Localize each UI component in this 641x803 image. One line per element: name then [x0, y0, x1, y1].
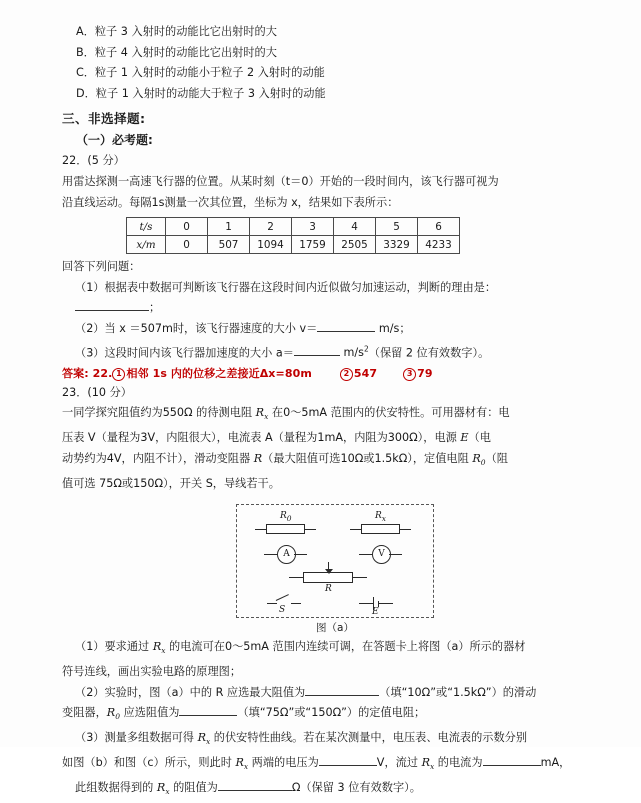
table-cell-x2: 1094 [250, 236, 292, 254]
question-23-part-3-cont [62, 753, 574, 778]
answer-blank[interactable] [317, 320, 375, 332]
choice-option-b: B．粒子 4 入射时的动能比它出射时的大 [76, 45, 277, 59]
table-row [127, 218, 460, 236]
resistor-r0-label [280, 511, 292, 523]
variable-rx-subscript: x [430, 762, 435, 772]
question-22-prompt: 回答下列问题： [62, 260, 141, 274]
question-23-stem-line-1 [62, 403, 574, 428]
table-cell-x4: 2505 [334, 236, 376, 254]
part-text: 此组数据得到的 [75, 780, 157, 794]
choice-option-a: A．粒子 3 入射时的动能比它出射时的大 [76, 25, 277, 38]
answer-line-22 [62, 364, 574, 383]
question-22-part-1-text: （1）根据表中数据可判断该飞行器在这段时间内近似做匀加速运动，判断的理由是： [75, 280, 497, 294]
question-22-part-3 [62, 340, 574, 364]
part-text: （2）实验时，图（a）中的 R 应选最大阻值为 [75, 685, 306, 699]
question-23-part-4 [62, 778, 574, 803]
part-text: 的电流为 [434, 755, 483, 769]
voltmeter-lead-left [359, 554, 372, 555]
stem-text: （电 [468, 431, 491, 445]
question-22-part-1-blank-line [62, 298, 574, 319]
switch-blade [276, 594, 289, 601]
question-22-part-2 [62, 319, 574, 340]
answer-blank[interactable] [294, 344, 340, 356]
variable-r0: R [106, 706, 116, 720]
answer-blank[interactable] [75, 299, 149, 311]
resistor-r0-body [266, 524, 305, 534]
variable-rx: R [156, 780, 166, 794]
variable-rx-subscript: x [243, 762, 249, 772]
variable-r0-subscript: 0 [480, 458, 486, 468]
table-row [127, 236, 460, 254]
question-23-part-2-cont [62, 703, 574, 728]
part-text: 的电流可在0～5mA 范围内连续可调，在答题卡上将图（a）所示的器材 [165, 640, 526, 654]
stem-text: （最大阻值可选10Ω或1.5kΩ），定值电阻 [262, 451, 473, 465]
part-text: mA， [540, 755, 571, 769]
question-23-part-3 [62, 728, 574, 753]
switch-lead-left [267, 603, 277, 604]
answer-blank[interactable] [218, 779, 292, 791]
answer-blank[interactable] [319, 754, 377, 766]
question-22-part-3-unit [343, 346, 368, 359]
question-23-stem-line-4: 值可选 75Ω或150Ω），开关 S，导线若干。 [62, 476, 280, 490]
variable-rx-subscript: x [165, 787, 170, 797]
table-cell-x5: 3329 [376, 236, 418, 254]
question-23-part-1-cont: 符号连线，画出实验电路的原理图； [62, 665, 242, 679]
question-22-stem-line-2: 沿直线运动。每隔1s测量一次其位置，坐标为 x，结果如下表所示： [62, 195, 399, 209]
variable-rx: R [421, 755, 431, 769]
part-text: （填“75Ω”或“150Ω”）的定值电阻； [237, 706, 426, 720]
circuit-components-box [236, 504, 434, 618]
stem-text: （阻 [485, 451, 508, 465]
question-22-part-2-text: （2）当 x ＝507m时，该飞行器速度的大小 v＝ [75, 321, 318, 335]
table-cell-t3: 3 [292, 218, 334, 236]
rheostat-lead-right [353, 577, 367, 578]
figure-a-caption: 图（a） [316, 622, 354, 635]
label-text: R [280, 511, 287, 522]
question-23-part-2 [62, 683, 574, 704]
part-text: 的伏安特性曲线。若在某次测量中，电压表、电流表的示数分别 [210, 731, 528, 745]
table-cell-t2: 2 [250, 218, 292, 236]
question-22-part-1 [62, 278, 574, 299]
table-header-time: t/s [127, 218, 166, 236]
question-22-part-3-text: （3）这段时间内该飞行器加速度的大小 a＝ [75, 346, 294, 360]
part-text: V，流过 [376, 755, 422, 769]
variable-r0-subscript: 0 [115, 712, 120, 722]
answer-text-2: 547 [353, 366, 378, 380]
answer-question-number: 22. [92, 366, 113, 380]
question-23-stem-line-2 [62, 428, 574, 449]
section-heading: 三、非选择题: [62, 111, 146, 127]
rheostat-lead-left [289, 577, 303, 578]
label-subscript: 0 [286, 514, 292, 524]
variable-rx-subscript: x [206, 737, 211, 747]
choice-option-d: D．粒子 1 入射时的动能大于粒子 3 入射时的动能 [76, 86, 326, 100]
resistor-rx-label [375, 511, 386, 523]
part-text: 应选阻值为 [119, 706, 180, 720]
answer-blank[interactable] [483, 754, 541, 766]
table-cell-t1: 1 [208, 218, 250, 236]
variable-r: R [253, 451, 263, 465]
part-text: （1）要求通过 [75, 640, 153, 654]
unit-exponent: 2 [363, 344, 369, 354]
part-text: Ω（保留 3 位有效数字）。 [291, 780, 421, 794]
radar-data-table [126, 217, 460, 254]
resistor-r0-lead-right [305, 529, 316, 530]
battery-label [372, 607, 379, 617]
figure-a-block [62, 504, 574, 635]
ammeter-lead-left [264, 554, 277, 555]
resistor-rx-body [361, 524, 400, 534]
table-cell-t0: 0 [166, 218, 208, 236]
question-22-number: 22．(5 分） [62, 154, 125, 168]
ammeter-lead-right [294, 554, 307, 555]
variable-e: E [460, 431, 469, 445]
resistor-r0-lead-left [255, 529, 266, 530]
part-text: （填“10Ω”或“1.5kΩ”）的滑动 [379, 685, 537, 699]
circled-number-1: 1 [112, 368, 125, 381]
unit-base: m/s [343, 346, 364, 360]
battery-lead-left [359, 603, 373, 604]
rheostat-label [325, 584, 332, 594]
question-23-stem-line-3 [62, 449, 574, 474]
rheostat-wiper-arrow [325, 569, 333, 574]
label-text: R [325, 584, 332, 595]
answer-text-1: 相邻 1s 内的位移之差接近Δx=80m [126, 366, 312, 380]
label-subscript: x [381, 514, 387, 524]
table-cell-x3: 1759 [292, 236, 334, 254]
part-text: 变阻器， [62, 706, 107, 720]
circled-number-3: 3 [403, 368, 416, 381]
variable-rx: R [235, 755, 244, 769]
label-text: R [375, 511, 382, 522]
table-header-position: x/m [127, 236, 166, 254]
circled-number-2: 2 [340, 368, 353, 381]
radar-data-table-wrapper [62, 217, 574, 254]
answer-text-3: 79 [417, 366, 433, 380]
page-content [62, 22, 574, 803]
variable-rx: R [197, 731, 206, 745]
part-text: （3）测量多组数据可得 [75, 731, 198, 745]
question-22-stem-line-1: 用雷达探测一高速飞行器的位置。从某时刻（t＝0）开始的一段时间内，该飞行器可视为 [62, 174, 499, 188]
resistor-rx-lead-left [350, 529, 361, 530]
table-cell-x0: 0 [166, 236, 208, 254]
question-22-part-3-note: （保留 2 位有效数字）。 [368, 346, 490, 360]
table-cell-x1: 507 [208, 236, 250, 254]
switch-lead-right [291, 603, 301, 604]
table-cell-t5: 5 [376, 218, 418, 236]
label-text: E [372, 607, 379, 618]
variable-rx-subscript: x [161, 646, 166, 656]
label-text: S [279, 605, 286, 616]
battery-lead-right [379, 603, 393, 604]
answer-label: 答案: [62, 366, 89, 380]
table-cell-t6: 6 [418, 218, 460, 236]
question-22-part-1-suffix: ； [149, 301, 161, 315]
variable-rx: R [255, 406, 265, 420]
stem-text: 动势约为4V，内阻不计），滑动变阻器 [62, 451, 254, 465]
variable-r0: R [472, 451, 481, 465]
stem-text: 一同学探究阻值约为550Ω 的待测电阻 [62, 406, 256, 420]
ammeter-letter: A [283, 549, 290, 560]
switch-label [279, 605, 285, 615]
stem-text: 压表 V（量程为3V，内阻很大），电流表 A（量程为1mA，内阻为300Ω），电源 [62, 431, 461, 445]
table-cell-x6: 4233 [418, 236, 460, 254]
part-text: 两端的电压为 [248, 755, 319, 769]
question-23-part-1 [62, 637, 574, 662]
answer-blank[interactable] [179, 704, 237, 716]
variable-rx-subscript: x [264, 412, 269, 422]
resistor-rx-lead-right [400, 529, 411, 530]
voltmeter-letter: V [378, 549, 385, 560]
variable-rx: R [152, 640, 162, 654]
subsection-heading: （一）必考题: [76, 133, 153, 148]
part-text: 的阻值为 [169, 780, 218, 794]
part-text: 如图（b）和图（c）所示，则此时 [62, 755, 236, 769]
voltmeter-lead-right [389, 554, 402, 555]
stem-text: 在0～5mA 范围内的伏安特性。可用器材有：电 [268, 406, 510, 420]
question-22-part-2-unit: m/s； [378, 321, 411, 335]
choice-option-c: C．粒子 1 入射时的动能小于粒子 2 入射时的动能 [76, 66, 325, 80]
question-23-number: 23．(10 分） [62, 385, 132, 399]
table-cell-t4: 4 [334, 218, 376, 236]
answer-blank[interactable] [305, 684, 379, 696]
